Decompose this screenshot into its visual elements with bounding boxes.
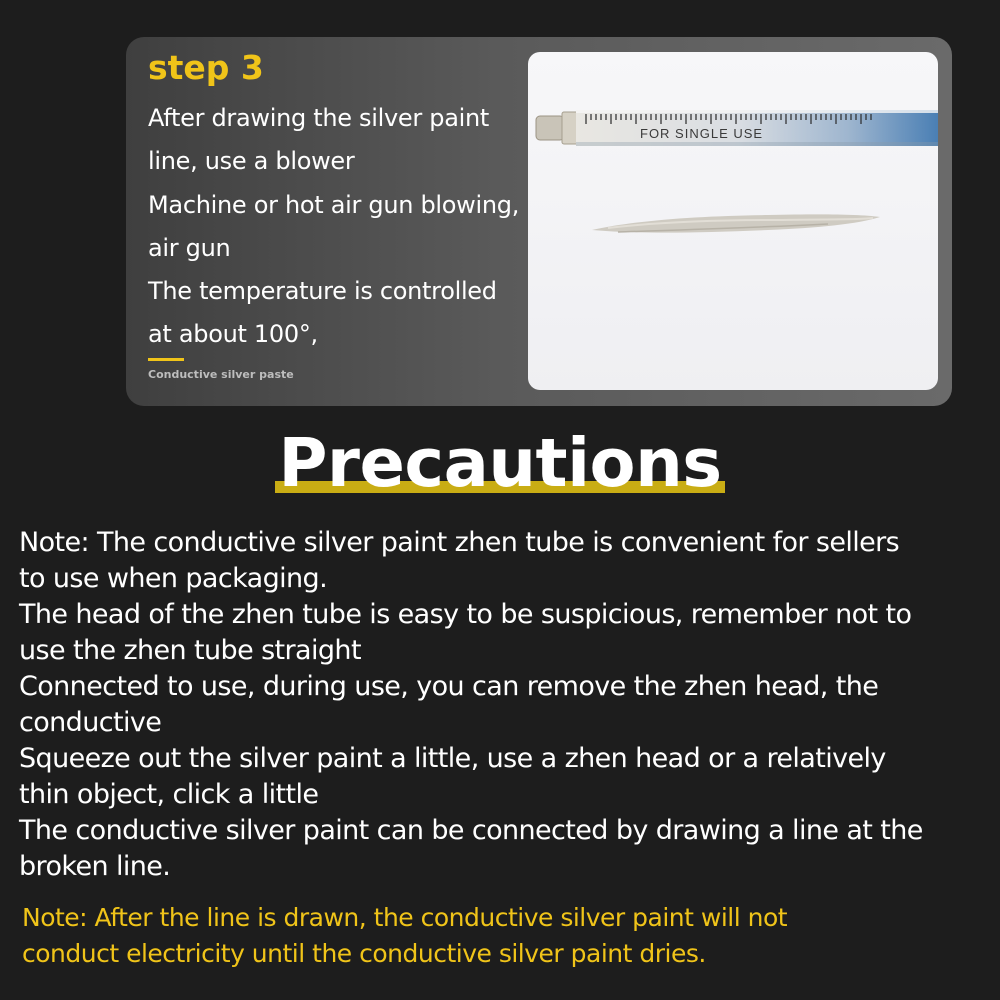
step-line: The temperature is controlled: [148, 277, 497, 306]
step-description: [148, 97, 528, 357]
note-line: The conductive silver paint can be connected by drawing a line at the: [19, 815, 923, 846]
drying-warning: [22, 900, 982, 972]
product-caption: Conductive silver paste: [148, 368, 294, 381]
precautions-heading-wrapper: [278, 423, 721, 503]
product-photo: [528, 52, 938, 390]
step-line: After drawing the silver paint: [148, 104, 489, 132]
step-line: at about 100°,: [148, 320, 318, 349]
step-line: air gun: [148, 233, 231, 262]
note-line: The head of the zhen tube is easy to be suspicious, remember not to: [19, 599, 912, 630]
note-line: broken line.: [19, 851, 171, 882]
note-line: thin object, click a little: [19, 779, 319, 810]
step-line: Machine or hot air gun blowing,: [148, 190, 520, 219]
note-line: Connected to use, during use, you can remove the zhen head, the: [19, 671, 879, 702]
precautions-heading-block: [0, 423, 1000, 503]
warning-line: conduct electricity until the conductive silver paint dries.: [22, 939, 706, 968]
syringe-illustration: [528, 52, 938, 390]
silver-paste-streak: [592, 214, 880, 232]
note-line: use the zhen tube straight: [19, 635, 361, 666]
note-line: conductive: [19, 707, 162, 738]
syringe-tip: [536, 112, 578, 144]
step-line: line, use a blower: [148, 147, 355, 176]
step-title: step 3: [148, 48, 264, 87]
syringe-label: FOR SINGLE USE: [640, 126, 764, 141]
note-line: Squeeze out the silver paint a little, use a zhen head or a relatively: [19, 743, 886, 774]
precautions-notes: [19, 525, 989, 885]
warning-line: Note: After the line is drawn, the conductive silver paint will not: [22, 903, 788, 932]
accent-divider: [148, 358, 184, 361]
note-line: to use when packaging.: [19, 563, 328, 594]
step-card: [126, 37, 952, 406]
precautions-heading: Precautions: [278, 424, 722, 502]
note-line: Note: The conductive silver paint zhen tube is convenient for sellers: [19, 527, 900, 558]
